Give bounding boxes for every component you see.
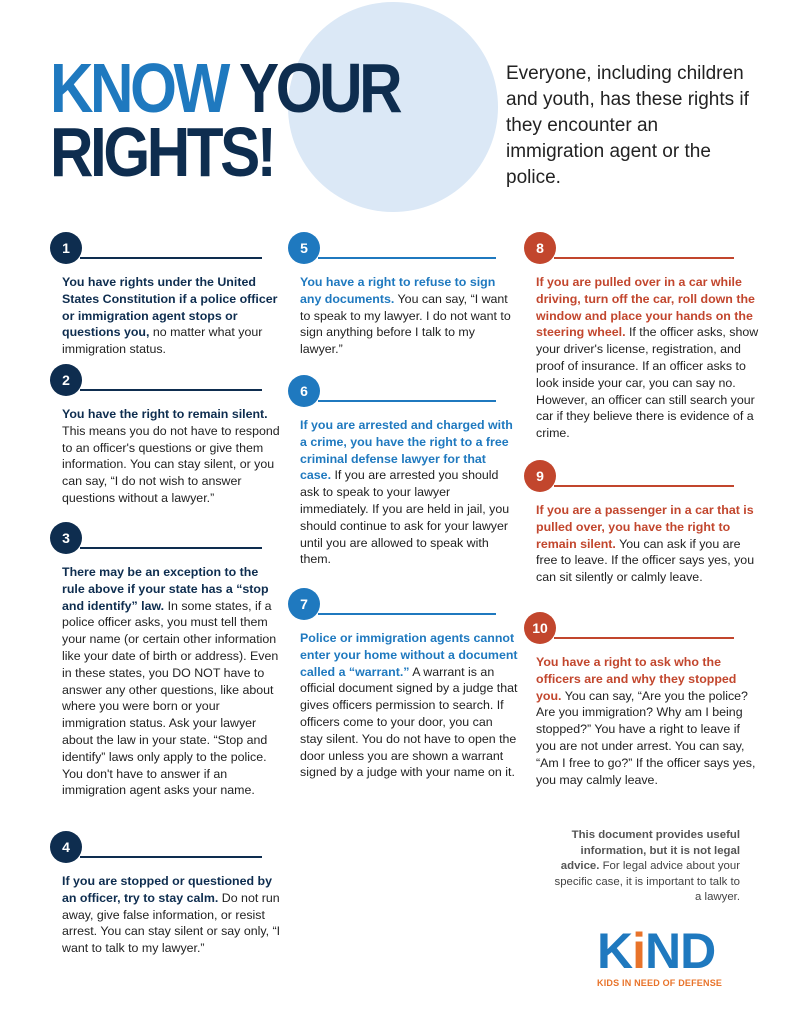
number-badge: 2	[50, 364, 82, 396]
right-highlight: There may be an exception to the rule above if your state has a “stop and identify” law.	[62, 565, 269, 613]
kind-logo	[597, 923, 737, 988]
right-highlight: If you are a passenger in a car that is pulled over, you have the right to remain silent.	[536, 503, 754, 551]
divider	[80, 389, 262, 391]
right-highlight: You have a right to refuse to sign any documents.	[300, 275, 496, 306]
right-body: This means you do not have to respond to an officer's questions or give them information. You can stay silent, or you can say, “I do not wish to answer questions without a lawyer.”	[62, 423, 280, 505]
right-highlight: You have rights under the United States Constitution if a police officer or immigration agent stops or questions you,	[62, 275, 278, 340]
logo-tagline: KIDS IN NEED OF DEFENSE	[597, 978, 723, 988]
right-item-5	[288, 232, 518, 358]
right-text	[62, 406, 282, 507]
right-text	[300, 630, 518, 781]
right-item-3	[50, 522, 282, 799]
right-text	[62, 873, 282, 957]
divider	[318, 613, 496, 615]
right-item-9	[524, 460, 760, 586]
right-item-7	[288, 588, 518, 781]
right-item-8	[524, 232, 760, 442]
right-text	[536, 502, 760, 586]
right-highlight: You have the right to remain silent.	[62, 407, 268, 421]
right-text	[536, 654, 760, 788]
page-title	[50, 49, 400, 191]
right-body: In some states, if a police officer asks, you must tell them your name (or certain other information like your date of birth or address). Even in these states, you DO NOT have to answer any other questions, like about where you were born or your immigration status. Ask your lawyer about the law in your state. “Stop and identify” laws only apply to the police. You don't have to answer if an immigration agent asks your name.	[62, 598, 279, 798]
right-body: You can ask if you are free to leave. If the officer says yes, you can sit silently or calmly leave.	[536, 536, 755, 585]
logo-letters-nd: ND	[645, 923, 716, 979]
right-highlight: If you are pulled over in a car while driving, turn off the car, roll down the window and place your hands on the steering wheel.	[536, 275, 755, 340]
right-highlight: If you are arrested and charged with a crime, you have the right to a free criminal defense lawyer for that case.	[300, 418, 513, 483]
logo-letter-i: i	[632, 923, 646, 979]
number-badge: 4	[50, 831, 82, 863]
right-text	[300, 274, 518, 358]
divider	[318, 400, 496, 402]
right-item-1	[50, 232, 282, 358]
right-body: You can say, “I want to speak to my lawyer. I do not want to sign anything before I talk to my lawyer.”	[300, 291, 511, 357]
right-item-6	[288, 375, 518, 568]
divider	[80, 547, 262, 549]
divider	[80, 856, 262, 858]
divider	[554, 257, 734, 259]
divider	[318, 257, 496, 259]
right-item-4	[50, 831, 282, 957]
divider	[554, 637, 734, 639]
right-body: Do not run away, give false information, or resist arrest. You can stay silent or say only, “I want to talk to my lawyer.”	[62, 890, 281, 956]
right-body: If you are arrested you should ask to speak to your lawyer immediately. If you are held in jail, you should continue to ask for your lawyer until you are allowed to speak with them.	[300, 468, 510, 567]
right-item-2	[50, 364, 282, 507]
disclaimer-bold: This document provides useful information, but it is not legal advice.	[560, 829, 740, 872]
title-your: YOUR	[239, 49, 400, 127]
right-item-10	[524, 612, 760, 788]
right-text	[300, 417, 518, 568]
number-badge: 6	[288, 375, 320, 407]
number-badge: 3	[50, 522, 82, 554]
intro-text: Everyone, including children and youth, has these rights if they encounter an immigration agent or the police.	[506, 63, 749, 188]
number-badge: 7	[288, 588, 320, 620]
right-body: no matter what your immigration status.	[62, 325, 263, 357]
right-body: If the officer asks, show your driver's license, registration, and proof of insurance. If an officer asks to look inside your car, you can say no. However, an officer can still search your car if they believe there is evidence of a crime.	[536, 325, 759, 441]
right-highlight: You have a right to ask who the officers are and why they stopped you.	[536, 655, 737, 703]
right-text	[536, 274, 760, 442]
right-body: A warrant is an official document signed by a judge that gives officers permission to search. If officers come to your door, you can stay silent. You do not have to open the door unless you are shown a warrant signed by a judge with your name on it.	[300, 664, 518, 780]
right-text	[62, 274, 282, 358]
number-badge: 9	[524, 460, 556, 492]
logo-wordmark	[597, 923, 737, 979]
right-highlight: If you are stopped or questioned by an officer, try to stay calm.	[62, 874, 272, 905]
number-badge: 8	[524, 232, 556, 264]
logo-letter-k: K	[597, 923, 633, 979]
number-badge: 1	[50, 232, 82, 264]
title-rights: RIGHTS!	[50, 113, 274, 191]
disclaimer	[548, 828, 740, 906]
title-know: KNOW	[50, 49, 227, 127]
right-body: You can say, “Are you the police? Are you immigration? Why am I being stopped?” You have a right to leave if you are not under arrest. You can say, “Am I free to go?” If the officer says yes, you may calmly leave.	[536, 688, 756, 787]
number-badge: 10	[524, 612, 556, 644]
number-badge: 5	[288, 232, 320, 264]
divider	[80, 257, 262, 259]
disclaimer-rest: For legal advice about your specific case, it is important to talk to a lawyer.	[554, 860, 740, 903]
right-text	[62, 564, 282, 799]
divider	[554, 485, 734, 487]
right-highlight: Police or immigration agents cannot enter your home without a document called a “warrant.”	[300, 631, 518, 679]
